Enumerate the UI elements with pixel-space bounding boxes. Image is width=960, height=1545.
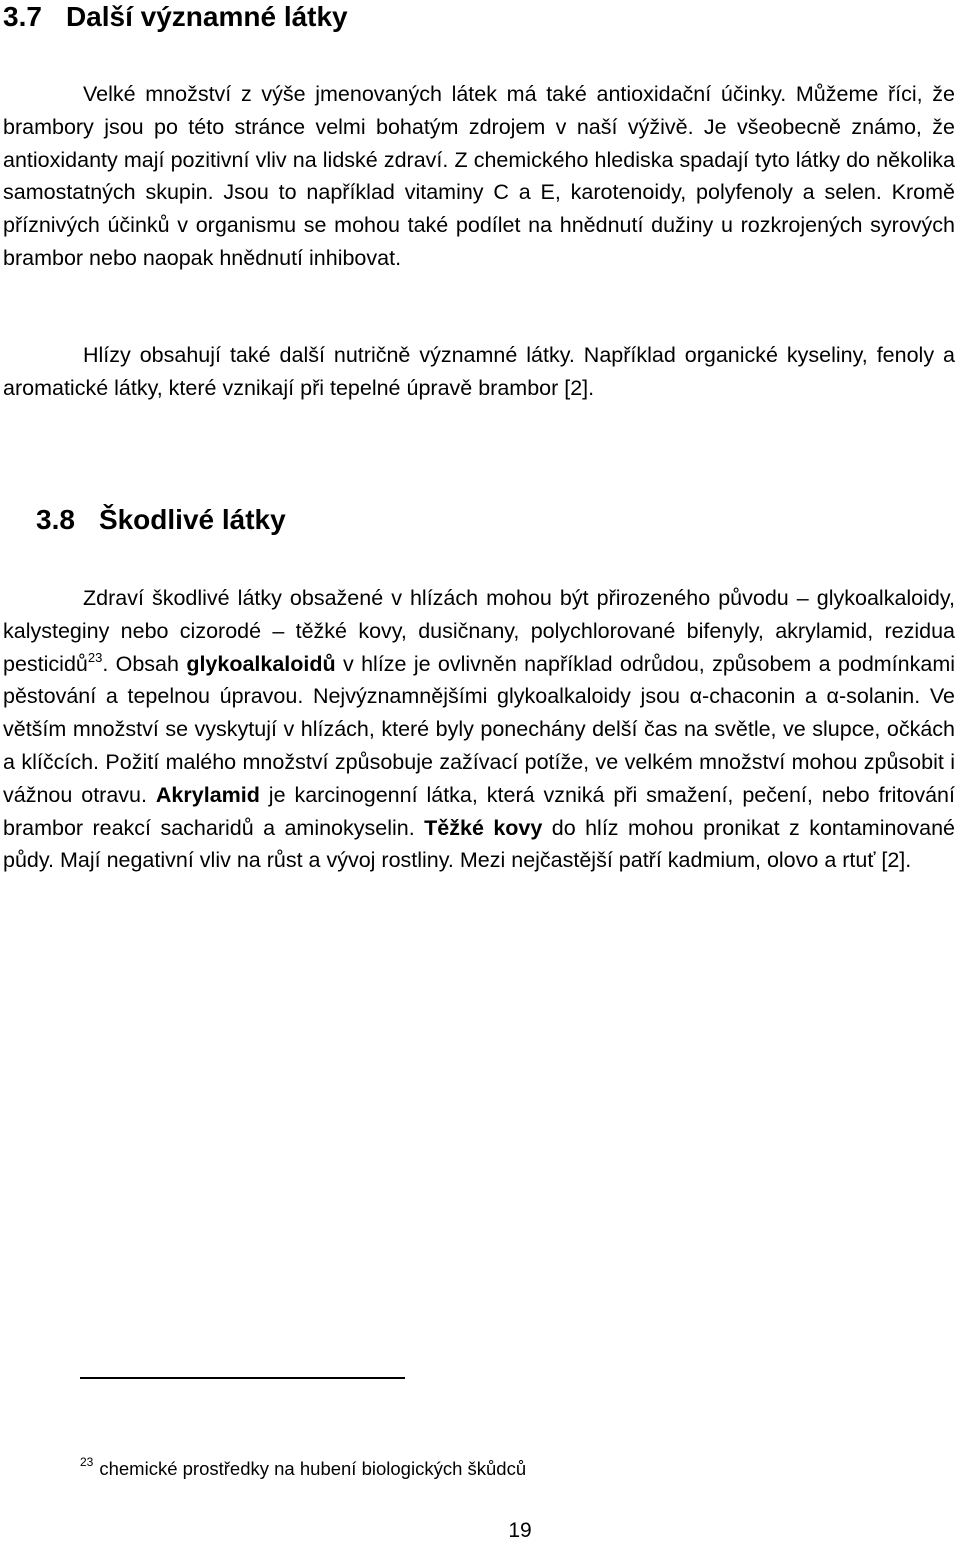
footnote xyxy=(80,1456,526,1482)
section-heading-3-8 xyxy=(36,503,286,537)
text-run: v hlíze je ovlivněn například odrůdou, způsobem a podmínkami pěstování a tepelnou úpravou. Nejvýznamnějšími glykoalkaloidy jsou α-chaconin a α-solanin. Ve větším množství se vyskytují v hlízách, které byly ponechány delší čas na světle, ve slupce, očkách a klíčcích. Požití malého množství způsobuje zažívací potíže, ve velkém množství mohou způsobit i vážnou otravu. xyxy=(3,651,956,807)
section-number: 3.7 xyxy=(3,1,42,32)
paragraph-harmful-substances xyxy=(3,582,955,877)
footnote-number: 23 xyxy=(80,1455,94,1469)
footnote-separator xyxy=(80,1377,405,1379)
bold-term-tezke-kovy: Těžké kovy xyxy=(424,815,543,840)
bold-term-glykoalkaloidy: glykoalkaloidů xyxy=(186,651,336,676)
text-run: do hlíz mohou pronikat z kontaminované půdy. Mají negativní vliv na růst a vývoj rostliny. Mezi nejčastější patří kadmium, olovo a rtuť [2]. xyxy=(3,815,956,873)
page-number: 19 xyxy=(508,1519,532,1542)
bold-term-akrylamid: Akrylamid xyxy=(155,782,260,807)
footnote-text: chemické prostředky na hubení biologických škůdců xyxy=(99,1458,527,1479)
text-run: je karcinogenní látka, která vzniká při smažení, pečení, nebo fritování brambor reakcí sacharidů a aminokyselin. xyxy=(3,782,955,840)
text-run: . Obsah xyxy=(102,651,187,676)
section-title: Další významné látky xyxy=(65,1,348,32)
section-title: Škodlivé látky xyxy=(98,504,286,535)
paragraph-antioxidants: Velké množství z výše jmenovaných látek má také antioxidační účinky. Můžeme říci, že brambory jsou po této stránce velmi bohatým zdrojem v naší výživě. Je všeobecně známo, že antioxidanty mají pozitivní vliv na lidské zdraví. Z chemického hlediska spadají tyto látky do několika samostatných skupin. Jsou to například vitaminy C a E, karotenoidy, polyfenoly a selen. Kromě příznivých účinků v organismu se mohou také podílet na hnědnutí dužiny u rozkrojených syrových brambor nebo naopak hnědnutí inhibovat. xyxy=(3,82,955,270)
section-heading-3-7 xyxy=(3,0,348,34)
footnote-reference: 23 xyxy=(87,649,103,665)
paragraph-nutrients: Hlízy obsahují také další nutričně významné látky. Například organické kyseliny, fenoly a aromatické látky, které vznikají při tepelné úpravě brambor [2]. xyxy=(3,343,955,400)
text-run: Zdraví škodlivé látky obsažené v hlízách mohou být přirozeného původu – glykoalkaloidy, kalysteginy nebo cizorodé – těžké kovy, dusičnany, polychlorované bifenyly, akrylamid, rezidua pesticidů xyxy=(3,586,955,676)
section-number: 3.8 xyxy=(36,504,75,535)
